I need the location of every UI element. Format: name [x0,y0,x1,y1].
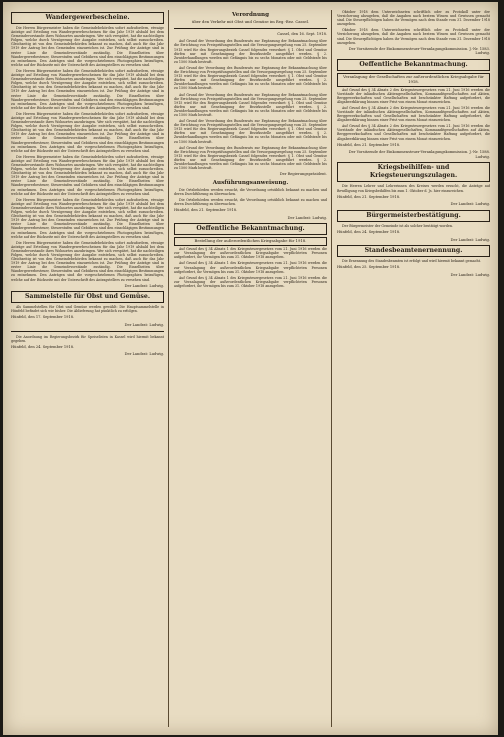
signature: Der Landrat: Ludwig. [124,352,164,357]
notice-body: Als Sammelstellen für Obst und Gemüse werden gewählt: Die Hauptsammelstelle in Hünfeld befindet sich wie bisher. Die Ablieferung hat pünktlich zu erfolgen. [11,305,164,314]
heading-sammelstelle: Sammelstelle für Obst und Gemüse. [11,291,164,303]
date-line: Hünfeld, den 25. September 1918. [337,265,401,270]
notice-body: Der Bürgermeister der Gemeinde ist als solcher bestätigt worden. [342,223,454,228]
heading-standesbeamtenernennung: Standesbeamtenernennung. [337,245,490,257]
date-line: Hünfeld, den 21. September 1918. [337,194,401,199]
notice-body: Auf Grund des § 34 Absatz 2 des Kriegssteuergesetzes vom 21. Juni 1916 werden die Vorstände der inländischen Aktiengesellschaften, Kommanditgesellschaften auf Aktien, Berggewerkschaften und Gesellschaften mit beschränkter Haftung aufgefordert, die Abgabeerklärung binnen einer Frist von einem Monat einzureichen. [337,105,490,123]
notice-body: Die Herren Bürgermeister haben die Gemeindebehörden sofort aufzufordern, etwaige Anträge auf Erteilung von Wandergewerbescheinen für das Jahr 1919 alsbald bei dem Gemeindevorstande ihres Wohnortes anzubringen. Wer sich verspätet, hat die nachteiligen Folgen, welche durch Verzögerung der Ausgabe entstehen, sich selbst zuzuschreiben. Gleichzeitig ist von den Gemeindebehörden bekannt zu machen, daß auch für das Jahr 1919 der Antrag bei den Gemeinden einzureichen ist. Zur Prüfung der Anträge sind in erster Linie die Gemeindevorstände zuständig. Die Einzelheiten über Wandergewerbesteuer, Steuerstufen und Gebühren sind den einschlägigen Bestimmungen zu entnehmen. Den Anträgen sind die vorgeschriebenen Photographien beizufügen, welche auf der Rückseite mit der Unterschrift des Antragstellers zu versehen sind. [11,197,164,239]
notice-body: Die Herren Bürgermeister haben die Gemeindebehörden sofort aufzufordern, etwaige Anträge auf Erteilung von Wandergewerbescheinen für das Jahr 1919 alsbald bei dem Gemeindevorstande ihres Wohnortes anzubringen. Wer sich verspätet, hat die nachteiligen Folgen, welche durch Verzögerung der Ausgabe entstehen, sich selbst zuzuschreiben. Gleichzeitig ist von den Gemeindebehörden bekannt zu machen, daß auch für das Jahr 1919 der Antrag bei den Gemeinden einzureichen ist. Zur Prüfung der Anträge sind in erster Linie die Gemeindevorstände zuständig. Die Einzelheiten über Wandergewerbesteuer, Steuerstufen und Gebühren sind den einschlägigen Bestimmungen zu entnehmen. Den Anträgen sind die vorgeschriebenen Photographien beizufügen, welche auf der Rückseite mit der Unterschrift des Antragstellers zu versehen sind. [11,240,164,282]
heading-ausfuehrung: Ausführungsanweisung. [212,179,289,186]
notice-body: Oktober 1918 dem Unterzeichneten schriftlich oder zu Protokoll unter der Versicherung abzugeben, daß die Angaben nach bestem Wissen und Gewissen gemacht sind. Die Steuerpflichtigen haben ihr Vermögen nach dem Stande vom 31. Dezember 1918 anzugeben. [337,10,490,27]
heading-oeffentliche-bekanntmachung: Oeffentliche Bekanntmachung. [174,223,327,235]
signature: Der Landrat: Ludwig. [124,283,164,288]
notice-body: Die Ortsbehörden werden ersucht, die Verordnung ortsüblich bekannt zu machen und deren Durchführung zu überwachen. [174,197,327,207]
notice-body: Auf Grund der Verordnung des Bundesrats zur Ergänzung der Bekanntmachung über die Errichtung von Preisprüfungsstellen und die Versorgungsregelung vom 25. September 1915 wird für den Regierungsbezirk Cassel folgendes verordnet: § 1. Obst und Gemüse dürfen nur mit Genehmigung der Bezirksstelle ausgeführt werden. § 2. Zuwiderhandlungen werden mit Gefängnis bis zu sechs Monaten oder mit Geldstrafe bis zu 1500 Mark bestraft. [174,145,327,171]
heading-kriegsbeihilfen: Kriegsbeihilfen- und Kriegsteuerungszulagen. [337,162,490,182]
notice-body: Die Ortsbehörden werden ersucht, die Verordnung ortsüblich bekannt zu machen und deren Durchführung zu überwachen. [174,187,327,196]
notice-body: Die Anordnung im Regierungsbezirk für Speiselisten in Kassel wird hiermit bekannt gegeben. [11,334,164,343]
notice-body: Auf Grund der Verordnung des Bundesrats zur Ergänzung der Bekanntmachung über die Errichtung von Preisprüfungsstellen und die Versorgungsregelung vom 25. September 1915 wird für den Regierungsbezirk Cassel folgendes verordnet: § 1. Obst und Gemüse dürfen nur mit Genehmigung der Bezirksstelle ausgeführt werden. § 2. Zuwiderhandlungen werden mit Gefängnis bis zu sechs Monaten oder mit Geldstrafe bis zu 1500 Mark bestraft. [174,119,327,144]
column-1 [11,10,164,727]
place-date: Cassel, den 16. Sept. 1918. [277,31,327,36]
date-line: Hünfeld, den 24. September 1918. [337,229,401,234]
notice-body: Auf Grund des § 34 Absatz 2 des Kriegssteuergesetzes vom 21. Juni 1916 werden die Vorstände der inländischen Aktiengesellschaften, Kommanditgesellschaften auf Aktien, Berggewerkschaften und Gesellschaften mit beschränkter Haftung aufgefordert, die Abgabeerklärung binnen einer Frist von einem Monat einzureichen. [337,124,490,141]
notice-body: Auf Grund des § 34 Absatz 1 des Kriegssteuergesetzes vom 21. Juni 1916 werden die zur Veranlagung der außerordentlichen Kriegsabgabe verpflichteten Personen aufgefordert, ihr Vermögen bis zum 31. Oktober 1918 anzugeben. [174,275,327,288]
signature: Der Vorsitzende der Einkommensteuer-Veranlagungskommission. J.-Nr. 1588. Ludwig. [348,150,490,159]
notice-body: Die Herren Bürgermeister haben die Gemeindebehörden sofort aufzufordern, etwaige Anträge auf Erteilung von Wandergewerbescheinen für das Jahr 1919 alsbald bei dem Gemeindevorstande ihres Wohnortes anzubringen. Wer sich verspätet, hat die nachteiligen Folgen, welche durch Verzögerung der Ausgabe entstehen, sich selbst zuzuschreiben. Gleichzeitig ist von den Gemeindebehörden bekannt zu machen, daß auch für das Jahr 1919 der Antrag bei den Gemeinden einzureichen ist. Zur Prüfung der Anträge sind in erster Linie die Gemeindevorstände zuständig. Die Einzelheiten über Wandergewerbesteuer, Steuerstufen und Gebühren sind den einschlägigen Bestimmungen zu entnehmen. Den Anträgen sind die vorgeschriebenen Photographien beizufügen, welche auf der Rückseite mit der Unterschrift des Antragstellers zu versehen sind. [11,68,164,110]
divider [174,28,327,29]
heading-oeffentliche-bekanntmachung: Oeffentliche Bekanntmachung. [337,59,490,71]
signature: Der Landrat: Ludwig. [450,272,490,277]
subheading: Veranlagung der Gesellschaften zur außerordentlichen Kriegsabgabe für 1918. [337,73,490,87]
newspaper-page [3,2,498,735]
notice-body: Auf Grund des § 34 Absatz 2 des Kriegssteuergesetzes vom 21. Juni 1916 werden die Vorstände der inländischen Aktiengesellschaften, Kommanditgesellschaften auf Aktien, Berggewerkschaften und Gesellschaften mit beschränkter Haftung aufgefordert, die Abgabeerklärung binnen einer Frist von einem Monat einzureichen. [337,87,490,104]
notice-body: Die Herren Bürgermeister haben die Gemeindebehörden sofort aufzufordern, etwaige Anträge auf Erteilung von Wandergewerbescheinen für das Jahr 1919 alsbald bei dem Gemeindevorstande ihres Wohnortes anzubringen. Wer sich verspätet, hat die nachteiligen Folgen, welche durch Verzögerung der Ausgabe entstehen, sich selbst zuzuschreiben. Gleichzeitig ist von den Gemeindebehörden bekannt zu machen, daß auch für das Jahr 1919 der Antrag bei den Gemeinden einzureichen ist. Zur Prüfung der Anträge sind in erster Linie die Gemeindevorstände zuständig. Die Einzelheiten über Wandergewerbesteuer, Steuerstufen und Gebühren sind den einschlägigen Bestimmungen zu entnehmen. Den Anträgen sind die vorgeschriebenen Photographien beizufügen, welche auf der Rückseite mit der Unterschrift des Antragstellers zu versehen sind. [11,154,164,196]
date-line: Hünfeld, den 17. September 1918. [11,315,75,320]
notice-body: Die Herren Bürgermeister haben die Gemeindebehörden sofort aufzufordern, etwaige Anträge auf Erteilung von Wandergewerbescheinen für das Jahr 1919 alsbald bei dem Gemeindevorstande ihres Wohnortes anzubringen. Wer sich verspätet, hat die nachteiligen Folgen, welche durch Verzögerung der Ausgabe entstehen, sich selbst zuzuschreiben. Gleichzeitig ist von den Gemeindebehörden bekannt zu machen, daß auch für das Jahr 1919 der Antrag bei den Gemeinden einzureichen ist. Zur Prüfung der Anträge sind in erster Linie die Gemeindevorstände zuständig. Die Einzelheiten über Wandergewerbesteuer, Steuerstufen und Gebühren sind den einschlägigen Bestimmungen zu entnehmen. Den Anträgen sind die vorgeschriebenen Photographien beizufügen, welche auf der Rückseite mit der Unterschrift des Antragstellers zu versehen sind. [11,111,164,153]
date-line: Hünfeld, den 24. September 1918. [11,344,75,349]
subheading: über den Verkehr mit Obst und Gemüse im Reg.-Bez. Cassel. [191,19,310,24]
column-divider [168,10,169,727]
notice-body: Auf Grund des § 34 Absatz 1 des Kriegssteuergesetzes vom 21. Juni 1916 werden die zur Veranlagung der außerordentlichen Kriegsabgabe verpflichteten Personen aufgefordert, ihr Vermögen bis zum 31. Oktober 1918 anzugeben. [174,261,327,274]
divider [11,331,164,332]
notice-body: Die Herren Bürgermeister haben die Gemeindebehörden sofort aufzufordern, etwaige Anträge auf Erteilung von Wandergewerbescheinen für das Jahr 1919 alsbald bei dem Gemeindevorstande ihres Wohnortes anzubringen. Wer sich verspätet, hat die nachteiligen Folgen, welche durch Verzögerung der Ausgabe entstehen, sich selbst zuzuschreiben. Gleichzeitig ist von den Gemeindebehörden bekannt zu machen, daß auch für das Jahr 1919 der Antrag bei den Gemeinden einzureichen ist. Zur Prüfung der Anträge sind in erster Linie die Gemeindevorstände zuständig. Die Einzelheiten über Wandergewerbesteuer, Steuerstufen und Gebühren sind den einschlägigen Bestimmungen zu entnehmen. Den Anträgen sind die vorgeschriebenen Photographien beizufügen, welche auf der Rückseite mit der Unterschrift des Antragstellers zu versehen sind. [11,26,164,67]
notice-body: Die Herren Lehrer und Lehrerinnen des Kreises werden ersucht, die Anträge auf Bewilligung von Kriegsbeihilfen bis zum 1. Oktober d. Js. hier einzureichen. [337,184,490,193]
signature: Der Landrat: Ludwig. [287,215,327,220]
heading-verordnung: Verordnung [231,12,270,18]
signature: Der Regierungspräsident. [279,172,327,177]
date-line: Hünfeld, den 21. September 1918. [174,208,238,213]
column-3 [337,10,490,727]
notice-body: Auf Grund des § 34 Absatz 1 des Kriegssteuergesetzes vom 21. Juni 1916 werden die zur Veranlagung der außerordentlichen Kriegsabgabe verpflichteten Personen aufgefordert, ihr Vermögen bis zum 31. Oktober 1918 anzugeben. [174,247,327,260]
notice-body: Auf Grund der Verordnung des Bundesrats zur Ergänzung der Bekanntmachung über die Errichtung von Preisprüfungsstellen und die Versorgungsregelung vom 25. September 1915 wird für den Regierungsbezirk Cassel folgendes verordnet: § 1. Obst und Gemüse dürfen nur mit Genehmigung der Bezirksstelle ausgeführt werden. § 2. Zuwiderhandlungen werden mit Gefängnis bis zu sechs Monaten oder mit Geldstrafe bis zu 1500 Mark bestraft. [174,92,327,117]
signature: Der Vorsitzende der Einkommensteuer-Veranlagungskommission. J.-Nr. 1583. Ludwig. [348,46,490,56]
column-2 [174,10,327,727]
signature: Der Landrat: Ludwig. [124,323,164,327]
date-line: Hünfeld, den 21. September 1918. [337,142,401,147]
heading-wandergewerbescheine: Wandergewerbescheine. [11,12,164,24]
notice-body: Oktober 1918 dem Unterzeichneten schriftlich oder zu Protokoll unter der Versicherung abzugeben, daß die Angaben nach bestem Wissen und Gewissen gemacht sind. Die Steuerpflichtigen haben ihr Vermögen nach dem Stande vom 31. Dezember 1918 anzugeben. [337,28,490,45]
notice-body: Auf Grund der Verordnung des Bundesrats zur Ergänzung der Bekanntmachung über die Errichtung von Preisprüfungsstellen und die Versorgungsregelung vom 25. September 1915 wird für den Regierungsbezirk Cassel folgendes verordnet: § 1. Obst und Gemüse dürfen nur mit Genehmigung der Bezirksstelle ausgeführt werden. § 2. Zuwiderhandlungen werden mit Gefängnis bis zu sechs Monaten oder mit Geldstrafe bis zu 1500 Mark bestraft. [174,39,327,64]
notice-body: Die Ernennung des Standesbeamten ist erfolgt und wird hiermit bekannt gemacht. [342,259,482,264]
notice-body: Auf Grund der Verordnung des Bundesrats zur Ergänzung der Bekanntmachung über die Errichtung von Preisprüfungsstellen und die Versorgungsregelung vom 25. September 1915 wird für den Regierungsbezirk Cassel folgendes verordnet: § 1. Obst und Gemüse dürfen nur mit Genehmigung der Bezirksstelle ausgeführt werden. § 2. Zuwiderhandlungen werden mit Gefängnis bis zu sechs Monaten oder mit Geldstrafe bis zu 1500 Mark bestraft. [174,65,327,91]
heading-buergermeisterbestaetigung: Bürgermeisterbestätigung. [337,210,490,222]
signature: Der Landrat: Ludwig. [450,202,490,207]
signature: Der Landrat: Ludwig. [450,237,490,242]
column-divider [331,10,332,727]
subheading: Bestellung der außerordentlichen Kriegsabgabe für 1918. [174,237,327,246]
